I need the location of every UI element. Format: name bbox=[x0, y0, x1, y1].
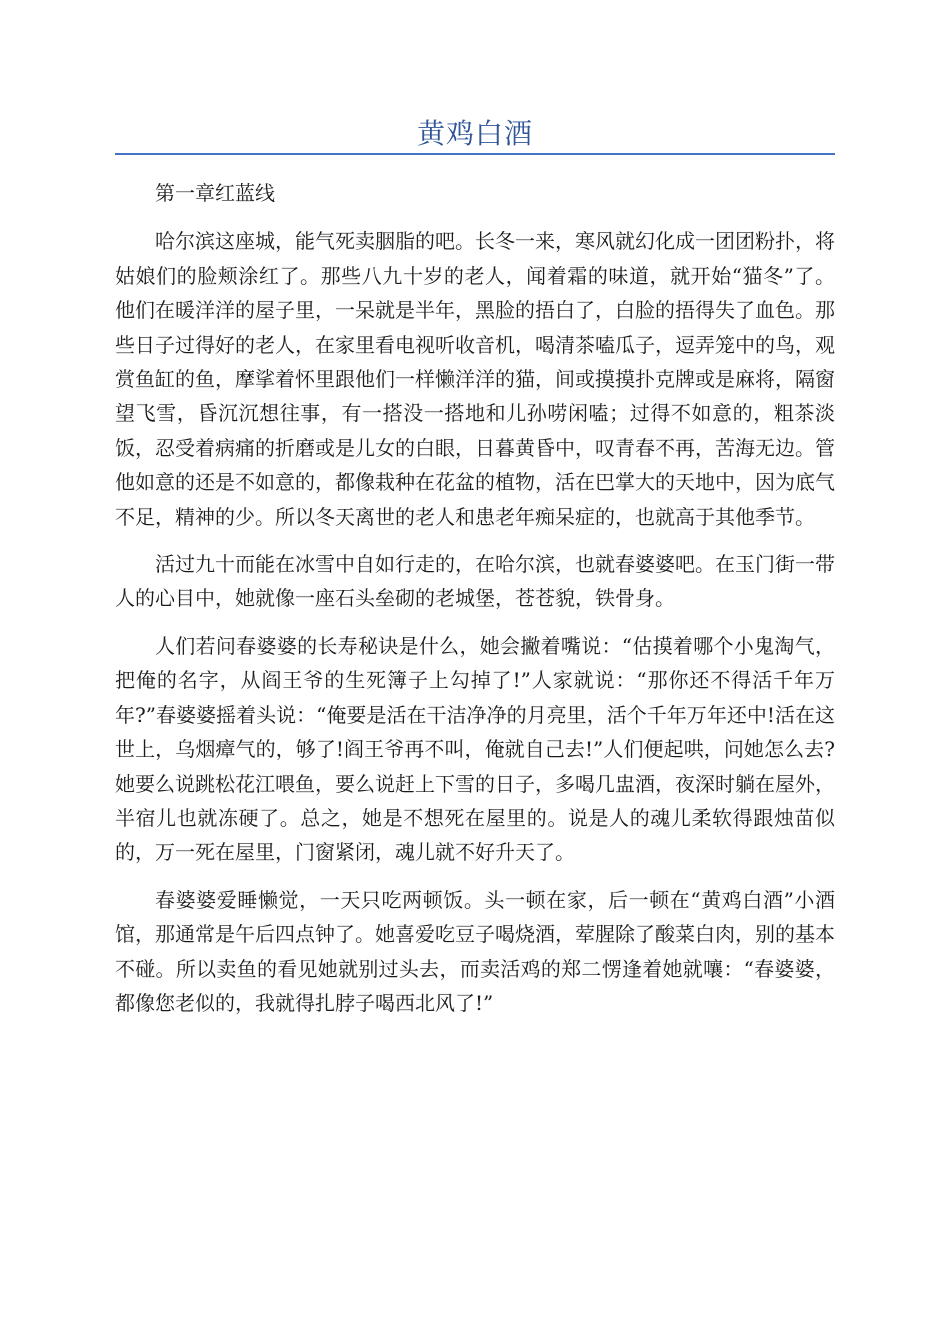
paragraph-2: 活过九十而能在冰雪中自如行走的，在哈尔滨，也就春婆婆吧。在玉门街一带人的心目中，她就像一座石头垒砌的老城堡，苍苍貌，铁骨身。 bbox=[115, 552, 835, 611]
document-body bbox=[115, 176, 835, 1033]
document-title: 黄鸡白酒 bbox=[416, 117, 533, 150]
title-underline bbox=[115, 153, 835, 155]
paragraph-3: 人们若问春婆婆的长寿秘诀是什么，她会撇着嘴说：“估摸着哪个小鬼淘气，把俺的名字，从阎王爷的生死簿子上勾掉了!”人家就说：“那你还不得活千年万年?”春婆婆摇着头说：“俺要是活在干洁净净的月亮里，活个千年万年还中!活在这世上，乌烟瘴气的，够了!阎王爷再不叫，俺就自己去!”人们便起哄，问她怎么去?她要么说跳松花江喂鱼，要么说赶上下雪的日子，多喝几盅酒，夜深时躺在屋外，半宿儿也就冻硬了。总之，她是不想死在屋里的。说是人的魂儿柔软得跟烛苗似的，万一死在屋里，门窗紧闭，魂儿就不好升天了。 bbox=[115, 633, 835, 865]
paragraph-4: 春婆婆爱睡懒觉，一天只吃两顿饭。头一顿在家，后一顿在“黄鸡白酒”小酒馆，那通常是午后四点钟了。她喜爱吃豆子喝烧酒，荤腥除了酸菜白肉，别的基本不碰。所以卖鱼的看见她就别过头去，而卖活鸡的郑二愣逢着她就嚷：“春婆婆，都像您老似的，我就得扎脖子喝西北风了!” bbox=[115, 887, 835, 1015]
chapter-heading: 第一章红蓝线 bbox=[155, 181, 275, 205]
paragraph-1: 哈尔滨这座城，能气死卖胭脂的吧。长冬一来，寒风就幻化成一团团粉扑，将姑娘们的脸颊涂红了。那些八九十岁的老人，闻着霜的味道，就开始“猫冬”了。他们在暖洋洋的屋子里，一呆就是半年，黑脸的捂白了，白脸的捂得失了血色。那些日子过得好的老人，在家里看电视听收音机，喝清茶嗑瓜子，逗弄笼中的鸟，观赏鱼缸的鱼，摩挲着怀里跟他们一样懒洋洋的猫，间或摸摸扑克牌或是麻将，隔窗望飞雪，昏沉沉想往事，有一搭没一搭地和儿孙唠闲嗑；过得不如意的，粗茶淡饭，忍受着病痛的折磨或是儿女的白眼，日暮黄昏中，叹青春不再，苦海无边。管他如意的还是不如意的，都像栽种在花盆的植物，活在巴掌大的天地中，因为底气不足，精神的少。所以冬天离世的老人和患老年痴呆症的，也就高于其他季节。 bbox=[115, 229, 835, 529]
